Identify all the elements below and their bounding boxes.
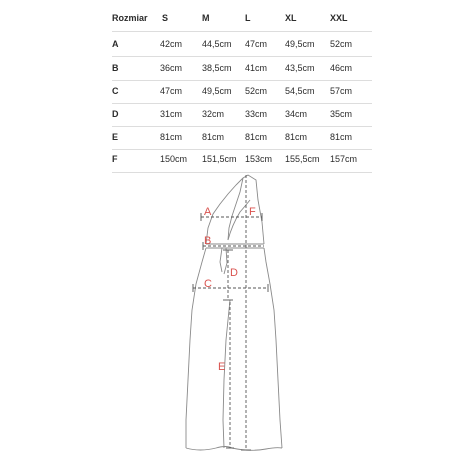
table-cell: 81cm — [202, 132, 225, 142]
table-cell: 49,5cm — [285, 39, 315, 49]
measure-label-a: A — [204, 206, 212, 218]
header-cell-s: S — [162, 13, 169, 23]
table-cell: 44,5cm — [202, 39, 232, 49]
table-cell: 33cm — [245, 109, 268, 119]
table-cell: 157cm — [330, 154, 358, 164]
header-cell-xxl: XXL — [330, 13, 348, 23]
row-label: D — [112, 109, 119, 119]
table-cell: 35cm — [330, 109, 353, 119]
table-cell: 32cm — [202, 109, 225, 119]
table-cell: 47cm — [245, 39, 268, 49]
measure-label-d: D — [230, 267, 238, 279]
table-cell: 31cm — [160, 109, 183, 119]
header-cell-rozmiar: Rozmiar — [112, 13, 148, 23]
table-cell: 155,5cm — [285, 154, 320, 164]
table-cell: 41cm — [245, 63, 268, 73]
measure-label-f: F — [249, 206, 256, 218]
header-cell-m: M — [202, 13, 210, 23]
table-cell: 81cm — [245, 132, 268, 142]
table-cell: 81cm — [160, 132, 183, 142]
table-cell: 153cm — [245, 154, 273, 164]
table-cell: 42cm — [160, 39, 183, 49]
table-cell: 57cm — [330, 86, 353, 96]
table-cell: 43,5cm — [285, 63, 315, 73]
row-label: B — [112, 63, 119, 73]
header-cell-l: L — [245, 13, 251, 23]
row-label: F — [112, 154, 118, 164]
table-cell: 34cm — [285, 109, 308, 119]
table-cell: 81cm — [330, 132, 353, 142]
table-cell: 52cm — [245, 86, 268, 96]
header-cell-xl: XL — [285, 13, 297, 23]
table-cell: 47cm — [160, 86, 183, 96]
table-cell: 49,5cm — [202, 86, 232, 96]
row-label: A — [112, 39, 119, 49]
row-label: C — [112, 86, 119, 96]
table-cell: 38,5cm — [202, 63, 232, 73]
table-cell: 150cm — [160, 154, 188, 164]
dress-outline — [186, 175, 282, 450]
table-cell: 151,5cm — [202, 154, 237, 164]
row-label: E — [112, 132, 119, 142]
measure-label-b: B — [204, 235, 212, 247]
measure-label-e: E — [218, 361, 226, 373]
table-cell: 54,5cm — [285, 86, 315, 96]
measure-label-c: C — [204, 278, 212, 290]
table-cell: 46cm — [330, 63, 353, 73]
table-cell: 36cm — [160, 63, 183, 73]
table-cell: 81cm — [285, 132, 308, 142]
table-cell: 52cm — [330, 39, 353, 49]
